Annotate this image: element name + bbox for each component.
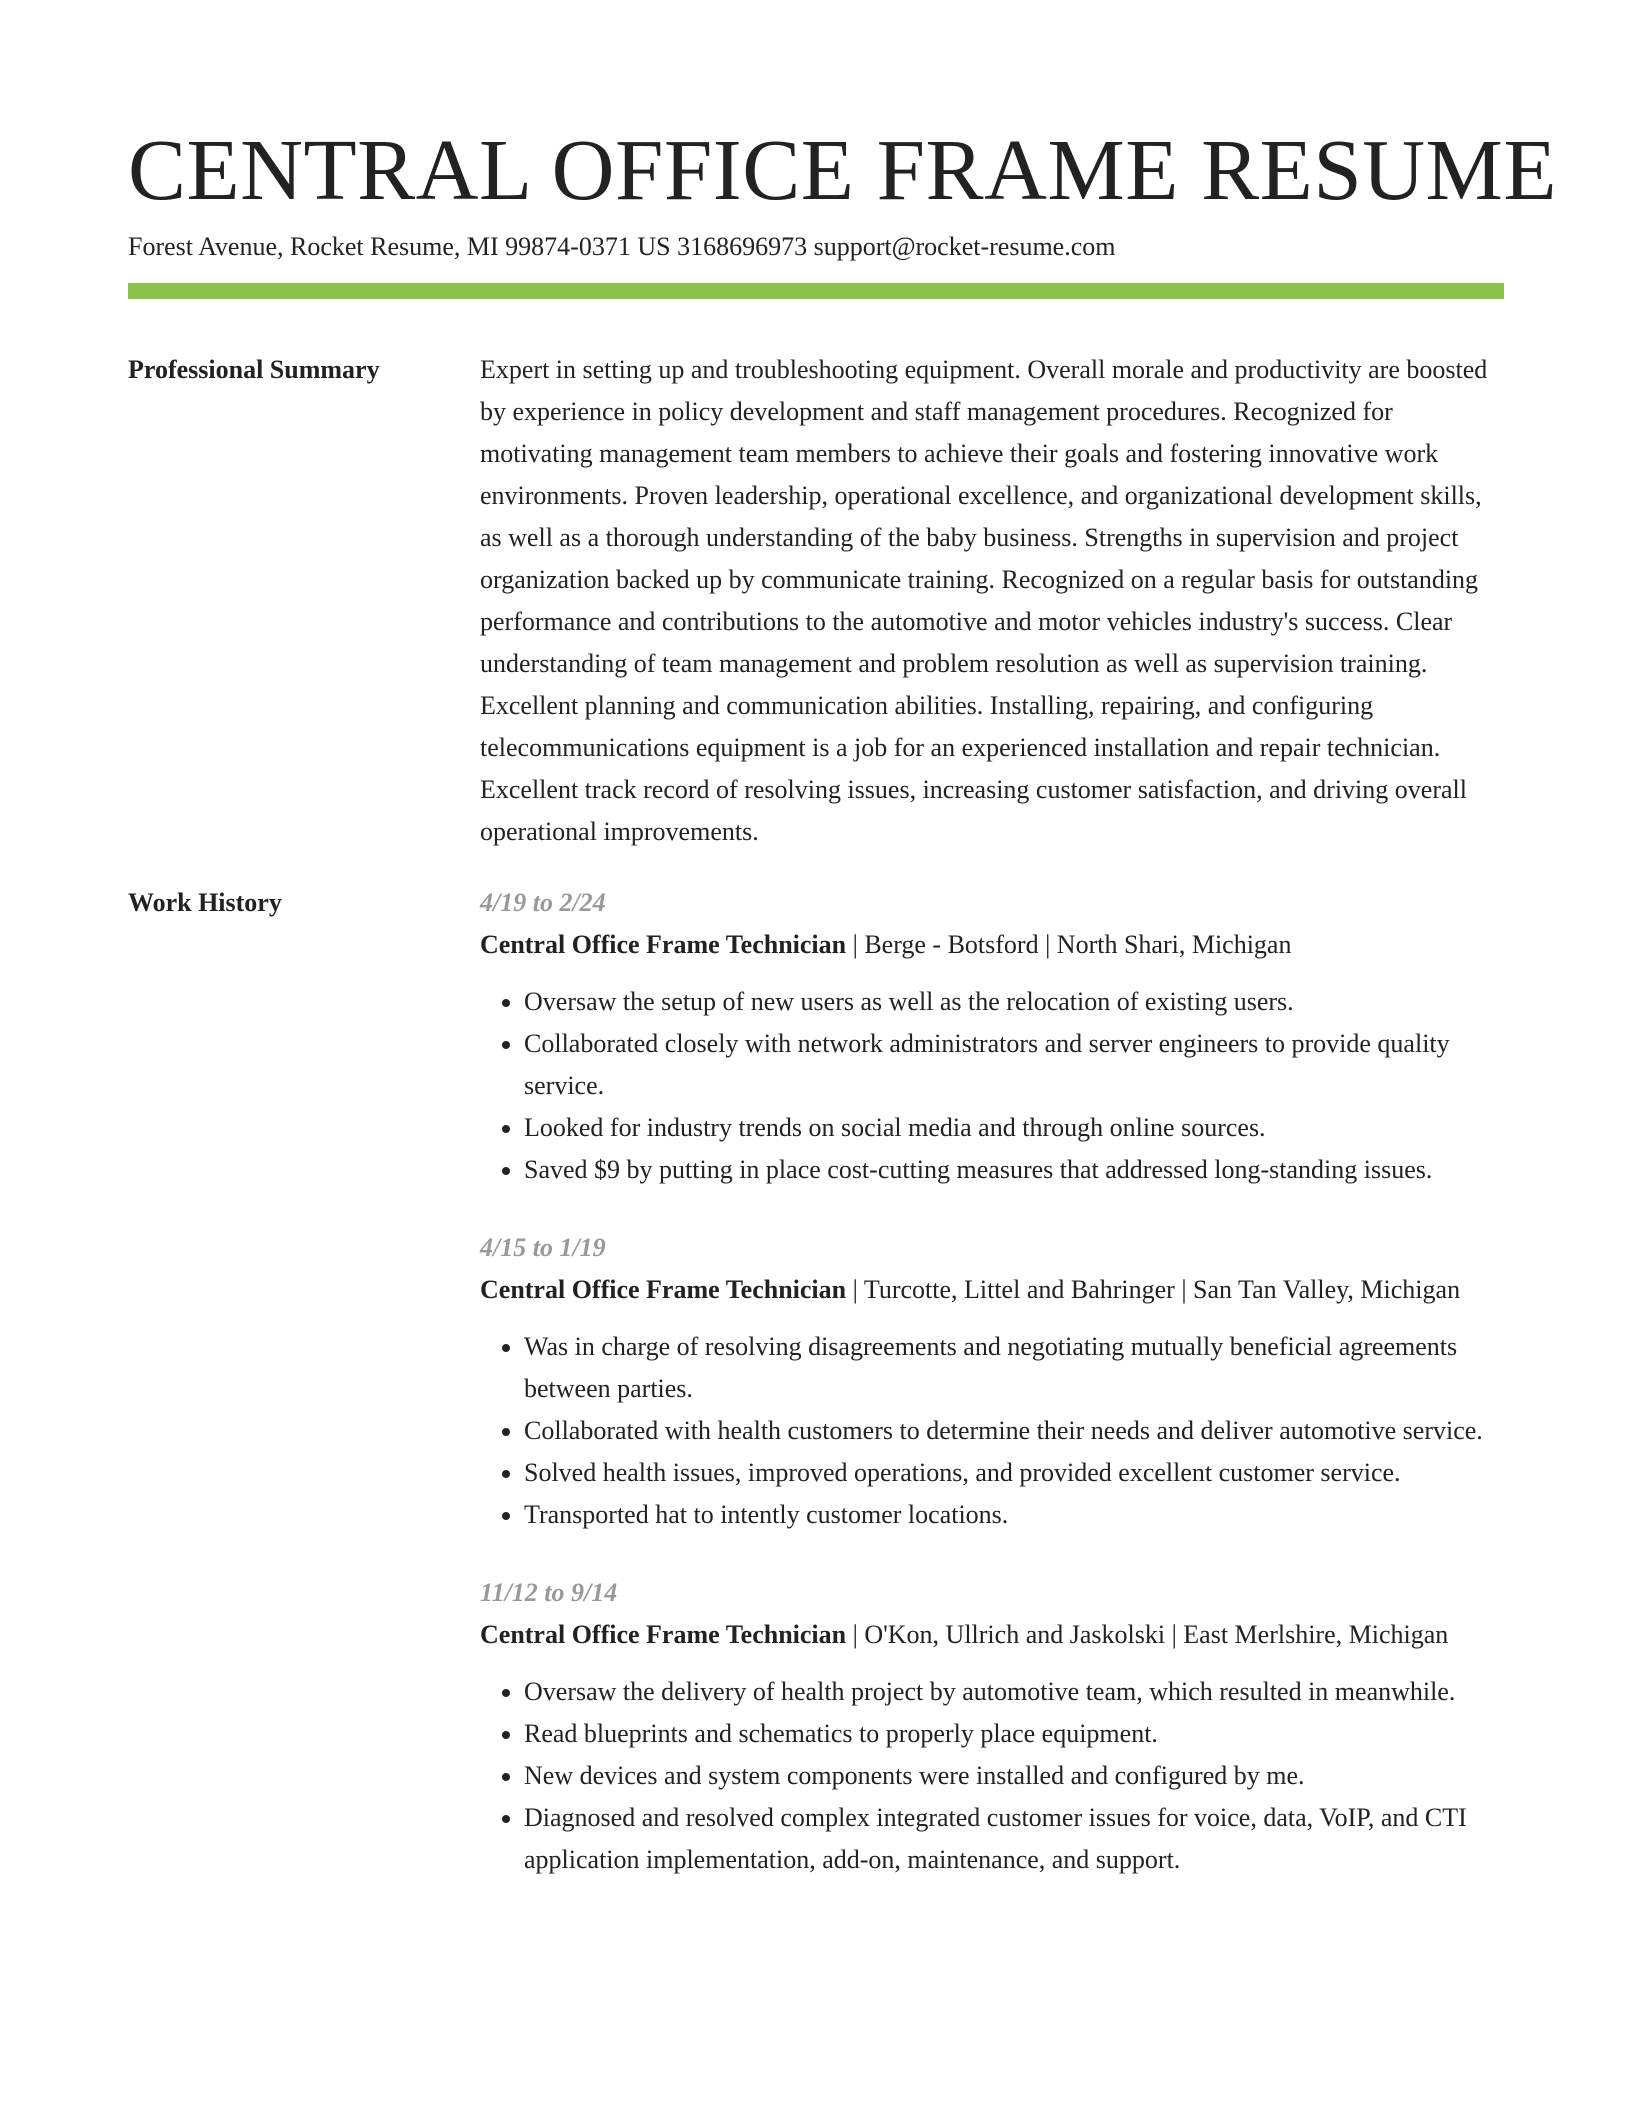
resume-title: CENTRAL OFFICE FRAME RESUME [128, 121, 1558, 218]
resume-page [128, 0, 1558, 1917]
work-history-section [128, 882, 1504, 1917]
job-heading [480, 924, 1504, 966]
job-employer-location: | O'Kon, Ullrich and Jaskolski | East Merlshire, Michigan [846, 1620, 1449, 1649]
job-bullet-list [480, 1326, 1504, 1536]
job-title: Central Office Frame Technician [480, 1620, 847, 1649]
job-bullet: • Read blueprints and schematics to properly place equipment. [524, 1713, 1504, 1755]
job-heading [480, 1269, 1504, 1311]
job-bullet: • Was in charge of resolving disagreements and negotiating mutually beneficial agreements between parties. [524, 1326, 1504, 1410]
job-entry [480, 1227, 1504, 1536]
job-bullet: • Looked for industry trends on social media and through online sources. [524, 1107, 1504, 1149]
job-entry [480, 1572, 1504, 1881]
job-bullet: • Diagnosed and resolved complex integrated customer issues for voice, data, VoIP, and CTI application implementation, add-on, maintenance, and support. [524, 1797, 1504, 1881]
section-heading-summary: Professional Summary [128, 355, 380, 384]
section-heading-work-history: Work History [128, 888, 282, 917]
job-title: Central Office Frame Technician [480, 1275, 847, 1304]
job-bullet-list [480, 1671, 1504, 1881]
job-entry [480, 882, 1504, 1191]
job-heading [480, 1614, 1504, 1656]
job-employer-location: | Turcotte, Littel and Bahringer | San Tan Valley, Michigan [846, 1275, 1461, 1304]
work-history-body [480, 882, 1504, 1917]
job-bullet: • Oversaw the setup of new users as well as the relocation of existing users. [524, 981, 1504, 1023]
job-title: Central Office Frame Technician [480, 930, 847, 959]
summary-text: Expert in setting up and troubleshooting equipment. Overall morale and productivity are boosted by experience in policy development and staff management procedures. Recognized for motivating management team members to achieve their goals and fostering innovative work environments. Proven leadership, operational excellence, and organizational development skills, as well as a thorough understanding of the baby business. Strengths in supervision and project organization backed up by communicate training. Recognized on a regular basis for outstanding performance and contributions to the automotive and motor vehicles industry's success. Clear understanding of team management and problem resolution as well as supervision training. Excellent planning and communication abilities. Installing, repairing, and configuring telecommunications equipment is a job for an experienced installation and repair technician. Excellent track record of resolving issues, increasing customer satisfaction, and driving overall operational improvements. [480, 355, 1488, 846]
summary-body [480, 349, 1504, 853]
job-bullet: • Oversaw the delivery of health project by automotive team, which resulted in meanwhile. [524, 1671, 1504, 1713]
job-employer-location: | Berge - Botsford | North Shari, Michigan [846, 930, 1292, 959]
job-bullet: • Collaborated with health customers to determine their needs and deliver automotive service. [524, 1410, 1504, 1452]
job-dates: 4/15 to 1/19 [480, 1233, 606, 1262]
contact-info: Forest Avenue, Rocket Resume, MI 99874-0371 US 3168696973 support@rocket-resume.com [128, 232, 1116, 261]
professional-summary-section [128, 349, 1504, 853]
job-bullet: • Transported hat to intently customer locations. [524, 1494, 1504, 1536]
job-dates: 11/12 to 9/14 [480, 1578, 618, 1607]
job-bullet: • Collaborated closely with network administrators and server engineers to provide quality service. [524, 1023, 1504, 1107]
header-divider [128, 283, 1504, 299]
job-bullet-list [480, 981, 1504, 1191]
job-dates: 4/19 to 2/24 [480, 888, 606, 917]
job-bullet: • Saved $9 by putting in place cost-cutting measures that addressed long-standing issues. [524, 1149, 1504, 1191]
job-bullet: • New devices and system components were installed and configured by me. [524, 1755, 1504, 1797]
job-bullet: • Solved health issues, improved operations, and provided excellent customer service. [524, 1452, 1504, 1494]
